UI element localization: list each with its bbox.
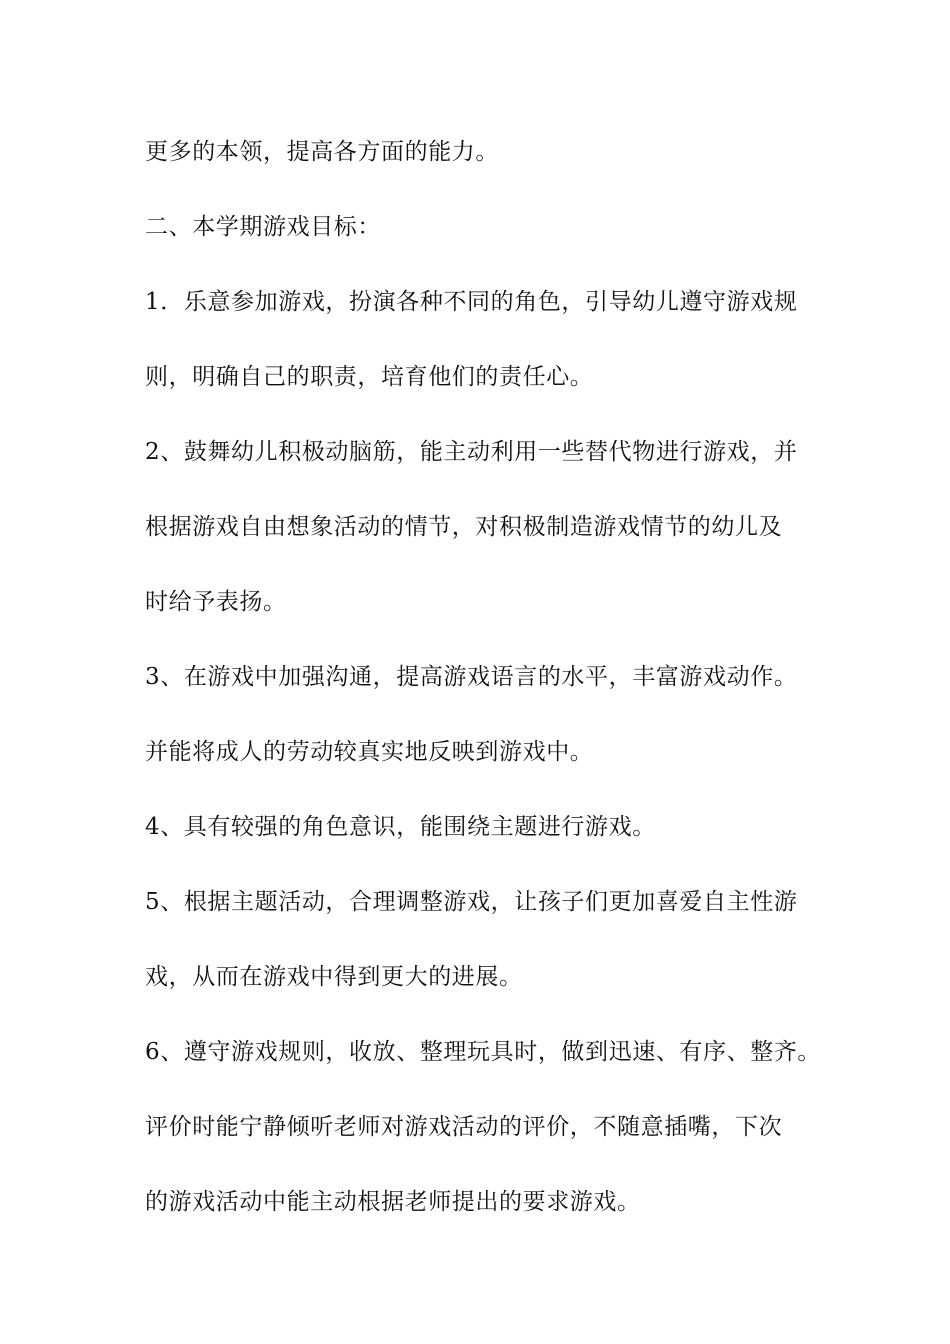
- goal-5-line-2: 戏，从而在游戏中得到更大的进展。: [145, 964, 523, 990]
- goal-5-line-1: 5、根据主题活动，合理调整游戏，让孩子们更加喜爱自主性游: [145, 889, 798, 915]
- goal-3-line-2: 并能将成人的劳动较真实地反映到游戏中。: [145, 739, 594, 765]
- goal-1-line-2: 则，明确自己的职责，培育他们的责任心。: [145, 364, 594, 390]
- goal-6-line-1: 6、遵守游戏规则，收放、整理玩具时，做到迅速、有序、整齐。: [145, 1039, 822, 1065]
- goal-6-line-3: 的游戏活动中能主动根据老师提出的要求游戏。: [145, 1189, 641, 1215]
- goal-3-line-1: 3、在游戏中加强沟通，提高游戏语言的水平，丰富游戏动作。: [145, 664, 798, 690]
- goal-2-line-1: 2、鼓舞幼儿积极动脑筋，能主动利用一些替代物进行游戏，并: [145, 439, 798, 465]
- goal-2-line-2: 根据游戏自由想象活动的情节，对积极制造游戏情节的幼儿及: [145, 514, 783, 540]
- goal-1-line-1: 1．乐意参加游戏，扮演各种不同的角色，引导幼儿遵守游戏规: [145, 289, 798, 315]
- goal-2-line-3: 时给予表扬。: [145, 589, 287, 615]
- section-heading: 二、本学期游戏目标：: [145, 214, 381, 240]
- goal-6-line-2: 评价时能宁静倾听老师对游戏活动的评价，不随意插嘴，下次: [145, 1114, 783, 1140]
- text-line-1: 更多的本领，提高各方面的能力。: [145, 139, 499, 165]
- goal-4-line-1: 4、具有较强的角色意识，能围绕主题进行游戏。: [145, 814, 656, 840]
